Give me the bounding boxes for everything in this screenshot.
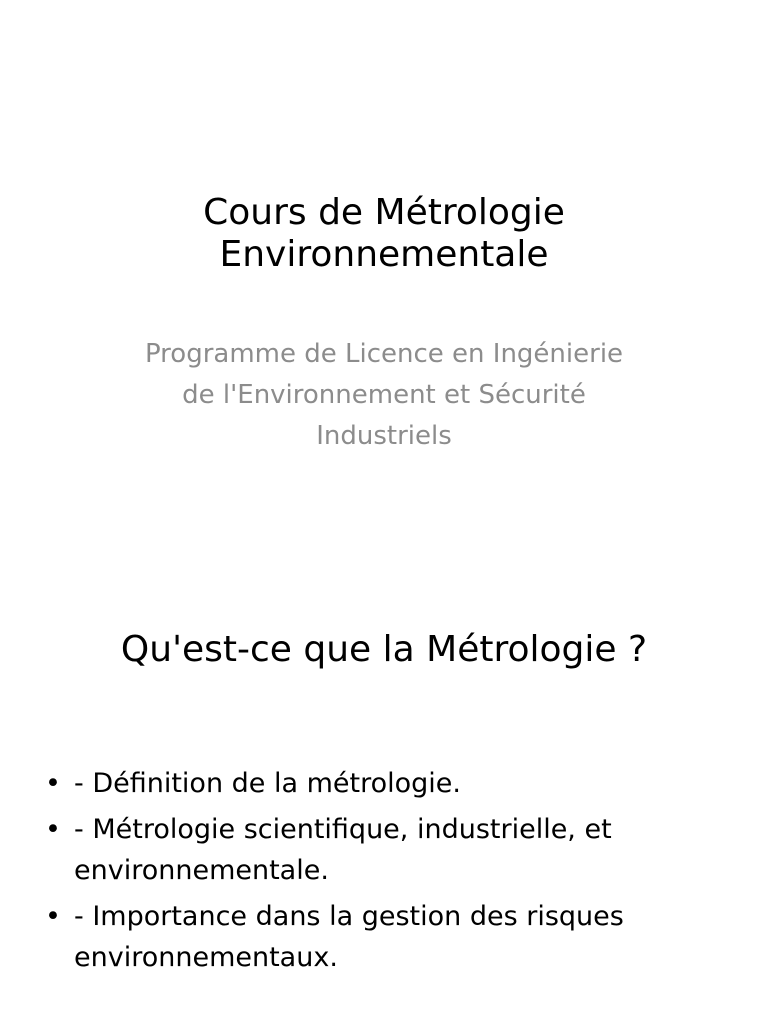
presentation-subtitle-line-2: de l'Environnement et Sécurité — [182, 380, 586, 410]
bullet-text: - Métrologie scientifique, industrielle, et — [74, 814, 612, 845]
bullet-point-icon: • — [45, 768, 61, 799]
bullet-list — [40, 763, 740, 983]
bullet-item — [40, 809, 740, 891]
bullet-text-continued: environnementale. — [74, 855, 329, 886]
slide-title: Qu'est-ce que la Métrologie ? — [120, 629, 648, 670]
presentation-title-line-2: Environnementale — [219, 234, 549, 275]
slide-metrologie — [0, 576, 768, 1024]
bullet-point-icon: • — [45, 814, 61, 845]
presentation-subtitle-line-1: Programme de Licence en Ingénierie — [144, 339, 624, 369]
presentation-subtitle-line-3: Industriels — [316, 421, 452, 451]
presentation-title — [0, 192, 768, 276]
bullet-text: - Importance dans la gestion des risques — [74, 901, 624, 932]
bullet-point-icon: • — [45, 901, 61, 932]
bullet-item — [40, 896, 740, 978]
bullet-text: - Définition de la métrologie. — [74, 768, 461, 799]
bullet-text-continued: environnementaux. — [74, 942, 338, 973]
presentation-title-line-1: Cours de Métrologie — [203, 192, 565, 233]
bullet-item — [40, 763, 740, 804]
presentation-subtitle — [0, 334, 768, 457]
